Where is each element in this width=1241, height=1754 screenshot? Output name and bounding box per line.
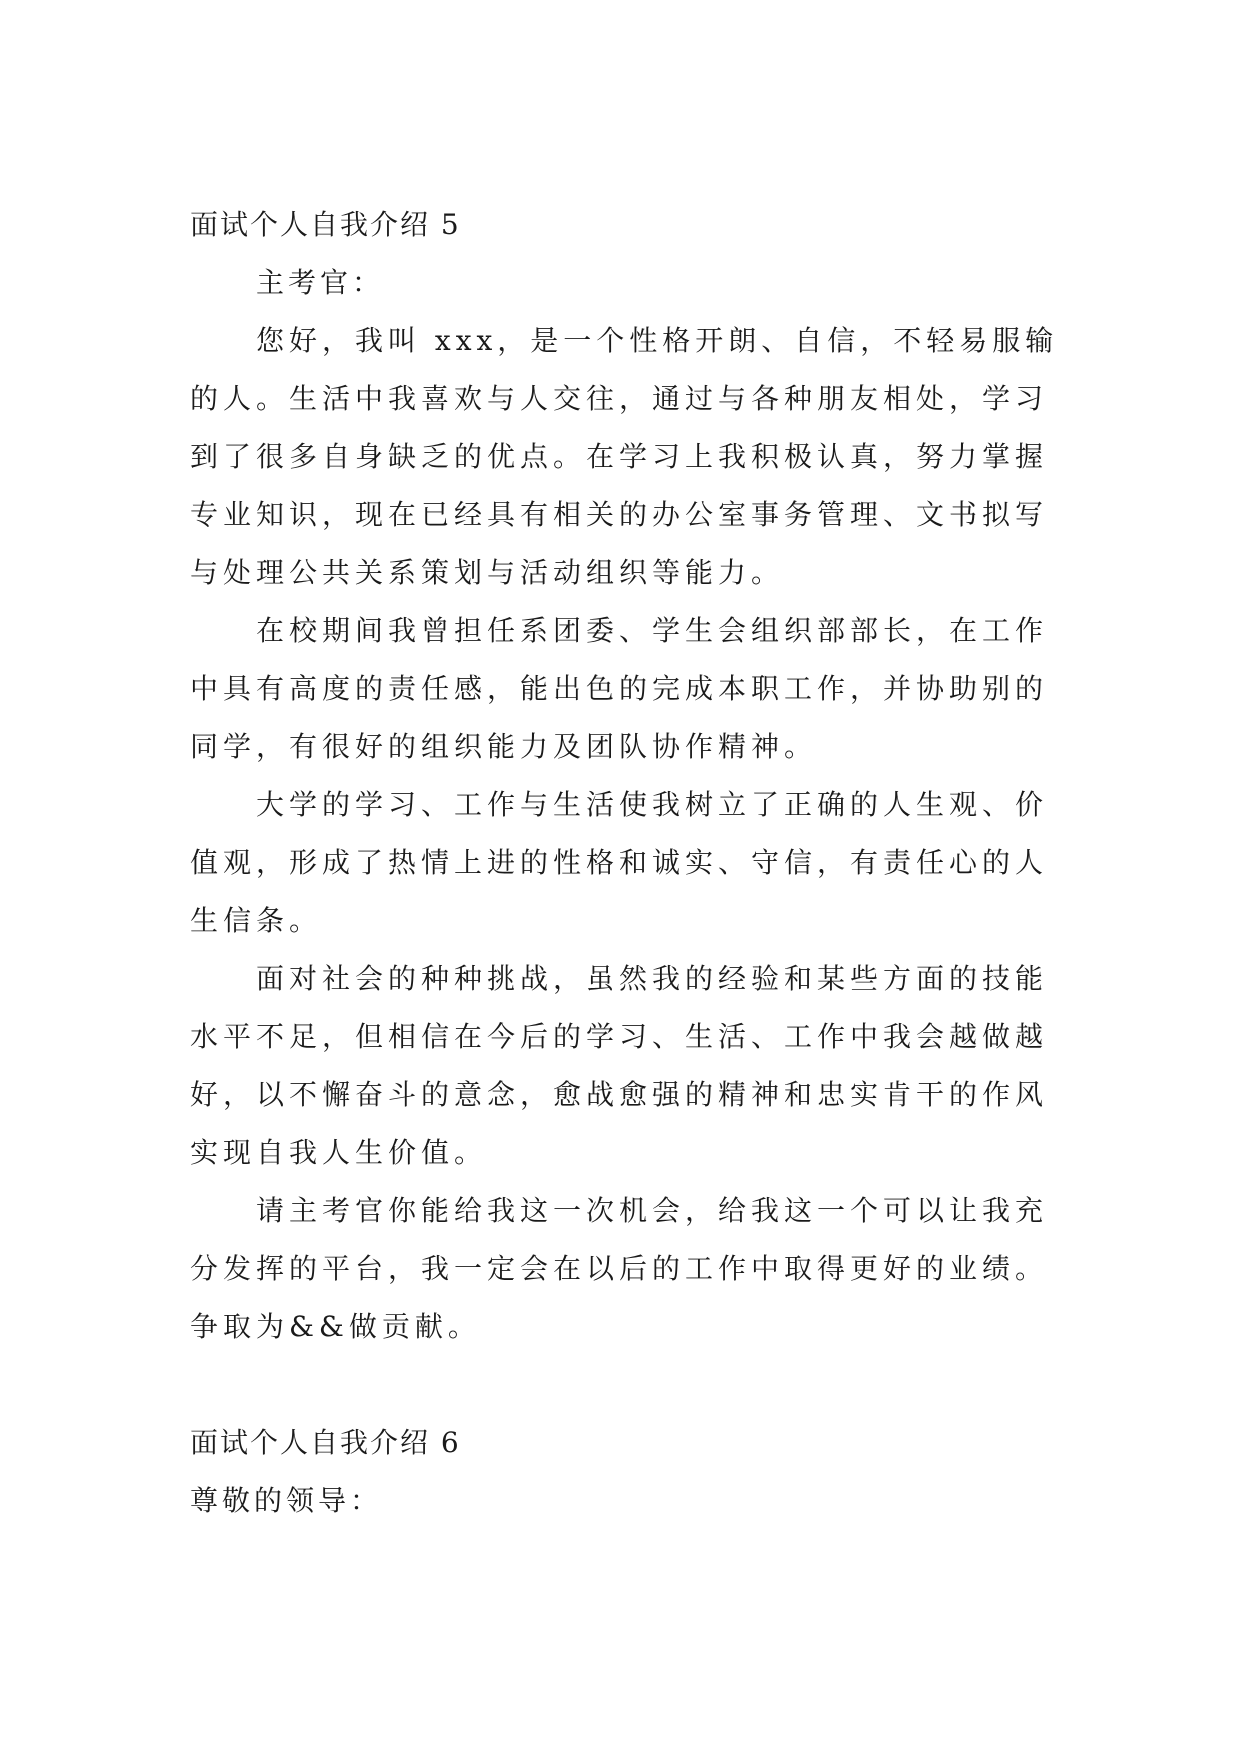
- paragraph-line: 实现自我人生价值。: [190, 1136, 488, 1169]
- paragraph-line: 同学，有很好的组织能力及团队协作精神。: [190, 730, 818, 763]
- paragraph-line: 在校期间我曾担任系团委、学生会组织部部长，在工作: [256, 614, 1049, 647]
- paragraph-5: [190, 1182, 1060, 1356]
- paragraph-line: 中具有高度的责任感，能出色的完成本职工作，并协助别的: [190, 672, 1049, 705]
- paragraph-1: [190, 312, 1060, 602]
- paragraph-line: 专业知识，现在已经具有相关的办公室事务管理、文书拟写: [190, 498, 1049, 531]
- paragraph-line: 面对社会的种种挑战，虽然我的经验和某些方面的技能: [256, 962, 1049, 995]
- paragraph-4: [190, 950, 1060, 1182]
- section-spacer: [190, 1356, 1060, 1414]
- paragraph-line: 好，以不懈奋斗的意念，愈战愈强的精神和忠实肯干的作风: [190, 1078, 1049, 1111]
- salutation: 主考官：: [256, 266, 385, 299]
- paragraph-line: 请主考官你能给我这一次机会，给我这一个可以让我充: [256, 1194, 1049, 1227]
- paragraph-line: 分发挥的平台，我一定会在以后的工作中取得更好的业绩。: [190, 1252, 1049, 1285]
- paragraph-line: 争取为&&做贡献。: [190, 1310, 481, 1343]
- paragraph-line: 的人。生活中我喜欢与人交往，通过与各种朋友相处，学习: [190, 382, 1049, 415]
- paragraph-2: [190, 602, 1060, 776]
- section-title: 面试个人自我介绍 5: [190, 208, 461, 241]
- paragraph-3: [190, 776, 1060, 950]
- paragraph-line: 水平不足，但相信在今后的学习、生活、工作中我会越做越: [190, 1020, 1049, 1053]
- paragraph-line: 您好，我叫 xxx，是一个性格开朗、自信，不轻易服输: [256, 324, 1059, 357]
- document-page: [190, 196, 1060, 1530]
- paragraph-line: 到了很多自身缺乏的优点。在学习上我积极认真，努力掌握: [190, 440, 1049, 473]
- salutation: 尊敬的领导：: [190, 1484, 383, 1517]
- paragraph-line: 生信条。: [190, 904, 323, 937]
- paragraph-line: 值观，形成了热情上进的性格和诚实、守信，有责任心的人: [190, 846, 1049, 879]
- paragraph-line: 与处理公共关系策划与活动组织等能力。: [190, 556, 785, 589]
- paragraph-line: 大学的学习、工作与生活使我树立了正确的人生观、价: [256, 788, 1049, 821]
- section-title: 面试个人自我介绍 6: [190, 1426, 461, 1459]
